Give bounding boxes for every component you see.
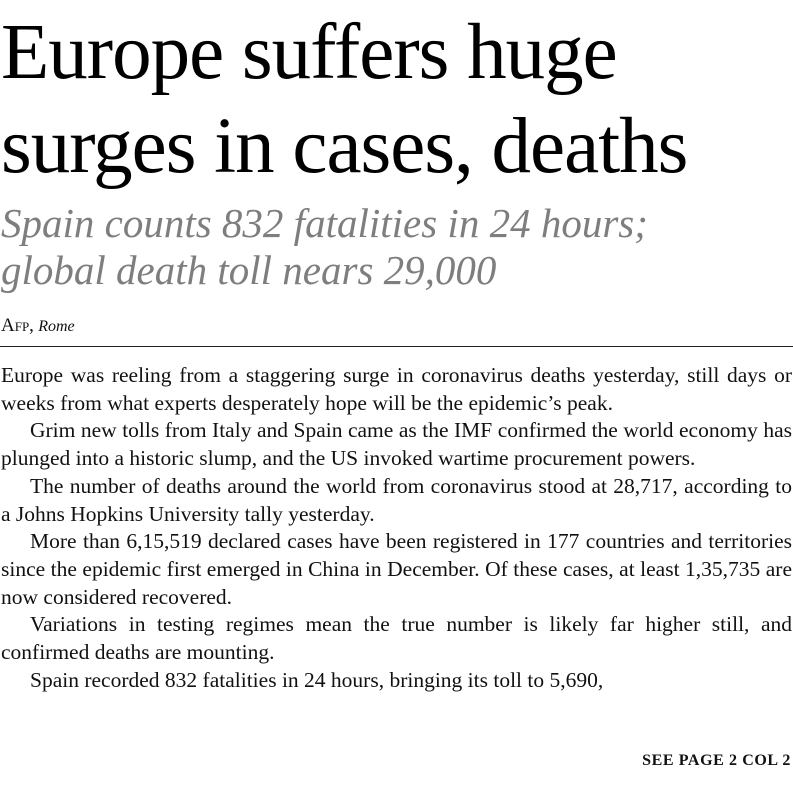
body-paragraph: Variations in testing regimes mean the true number is likely far higher still, and confirmed deaths are mounting. — [1, 612, 792, 665]
headline-line-2: surges in cases, deaths — [1, 103, 688, 190]
subheadline-line-1: Spain counts 832 fatalities in 24 hours; — [1, 200, 648, 246]
byline-agency: Afp, — [1, 315, 34, 336]
continuation-jump-label: SEE PAGE 2 COL 2 — [642, 752, 791, 769]
body-paragraph: More than 6,15,519 declared cases have been registered in 177 countries and territories since the epidemic first emerged in China in December. Of these cases, at least 1,35,735 are now considered recovered. — [1, 529, 792, 609]
byline — [1, 315, 75, 338]
subheadline-line-2: global death toll nears 29,000 — [1, 247, 497, 293]
article-body — [1, 362, 792, 694]
headline — [1, 6, 793, 194]
subheadline — [1, 200, 793, 294]
headline-line-1: Europe suffers huge — [1, 9, 617, 96]
body-paragraph: Spain recorded 832 fatalities in 24 hours, bringing its toll to 5,690, — [30, 667, 604, 692]
body-paragraph: Grim new tolls from Italy and Spain came as the IMF confirmed the world economy has plunged into a historic slump, and the US invoked wartime procurement powers. — [1, 418, 792, 471]
divider-rule — [0, 346, 793, 347]
body-paragraph: Europe was reeling from a staggering surge in coronavirus deaths yesterday, still days or weeks from what experts desperately hope will be the epidemic’s peak. — [1, 363, 792, 415]
byline-location: Rome — [38, 318, 75, 335]
body-paragraph: The number of deaths around the world from coronavirus stood at 28,717, according to a Johns Hopkins University tally yesterday. — [1, 473, 792, 526]
